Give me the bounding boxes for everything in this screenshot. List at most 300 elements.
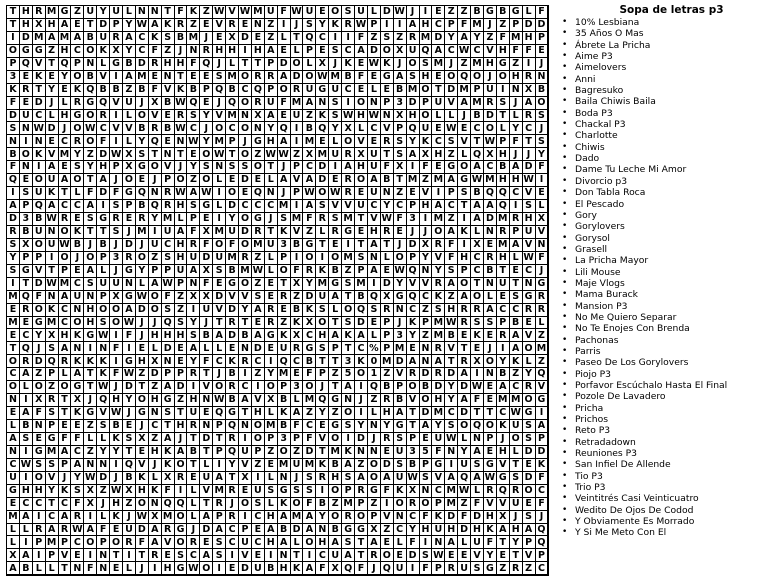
grid-cell[interactable]: G — [316, 84, 329, 97]
grid-cell[interactable]: H — [420, 524, 433, 537]
grid-cell[interactable]: C — [71, 45, 84, 58]
grid-cell[interactable]: I — [213, 213, 226, 226]
grid-cell[interactable]: T — [523, 135, 536, 148]
grid-cell[interactable]: Y — [381, 420, 394, 433]
grid-cell[interactable]: D — [278, 58, 291, 71]
grid-cell[interactable]: Y — [316, 19, 329, 32]
grid-cell[interactable]: K — [394, 485, 407, 498]
grid-cell[interactable]: O — [84, 536, 97, 549]
grid-cell[interactable]: C — [471, 265, 484, 278]
grid-cell[interactable]: X — [110, 291, 123, 304]
grid-cell[interactable]: C — [226, 536, 239, 549]
grid-cell[interactable]: B — [162, 97, 175, 110]
grid-cell[interactable]: P — [381, 342, 394, 355]
grid-cell[interactable]: N — [213, 161, 226, 174]
grid-cell[interactable]: A — [123, 32, 136, 45]
grid-cell[interactable]: T — [162, 6, 175, 19]
grid-cell[interactable]: C — [252, 355, 265, 368]
grid-cell[interactable]: G — [123, 265, 136, 278]
grid-cell[interactable]: E — [252, 32, 265, 45]
grid-cell[interactable]: C — [523, 122, 536, 135]
grid-cell[interactable]: N — [7, 394, 20, 407]
grid-cell[interactable]: T — [471, 407, 484, 420]
grid-cell[interactable]: R — [226, 485, 239, 498]
grid-cell[interactable]: T — [497, 110, 510, 123]
grid-cell[interactable]: S — [342, 278, 355, 291]
grid-cell[interactable]: S — [445, 265, 458, 278]
grid-cell[interactable]: E — [394, 226, 407, 239]
grid-cell[interactable]: N — [97, 459, 110, 472]
grid-cell[interactable]: R — [342, 148, 355, 161]
grid-cell[interactable]: J — [200, 122, 213, 135]
grid-cell[interactable]: Q — [252, 187, 265, 200]
grid-cell[interactable]: O — [342, 135, 355, 148]
grid-cell[interactable]: K — [71, 84, 84, 97]
grid-cell[interactable]: R — [523, 304, 536, 317]
grid-cell[interactable]: M — [497, 394, 510, 407]
grid-cell[interactable]: S — [368, 304, 381, 317]
grid-cell[interactable]: Z — [458, 498, 471, 511]
grid-cell[interactable]: J — [200, 317, 213, 330]
grid-cell[interactable]: R — [97, 110, 110, 123]
grid-cell[interactable]: N — [368, 446, 381, 459]
grid-cell[interactable]: W — [304, 187, 315, 199]
grid-cell[interactable]: R — [20, 355, 33, 368]
grid-cell[interactable]: T — [33, 84, 46, 97]
grid-cell[interactable]: O — [381, 549, 394, 562]
grid-cell[interactable]: E — [329, 174, 342, 187]
grid-cell[interactable]: R — [187, 420, 200, 433]
grid-cell[interactable]: D — [445, 368, 458, 381]
grid-cell[interactable]: N — [523, 278, 536, 291]
grid-cell[interactable]: M — [510, 32, 523, 45]
grid-cell[interactable]: W — [381, 213, 393, 225]
grid-cell[interactable]: V — [445, 342, 458, 355]
grid-cell[interactable]: V — [33, 58, 46, 71]
grid-cell[interactable]: J — [59, 122, 72, 135]
grid-cell[interactable]: O — [355, 511, 368, 524]
grid-cell[interactable]: M — [136, 226, 149, 239]
grid-cell[interactable]: I — [7, 187, 20, 200]
grid-cell[interactable]: N — [368, 97, 381, 110]
grid-cell[interactable]: Y — [381, 200, 394, 213]
grid-cell[interactable]: A — [536, 420, 549, 433]
grid-cell[interactable]: M — [239, 265, 252, 278]
grid-cell[interactable]: T — [316, 355, 329, 368]
grid-cell[interactable]: I — [84, 511, 97, 524]
grid-cell[interactable]: P — [162, 368, 175, 381]
grid-cell[interactable]: U — [239, 446, 252, 459]
grid-cell[interactable]: A — [123, 71, 136, 84]
grid-cell[interactable]: A — [458, 368, 471, 381]
grid-cell[interactable]: Z — [381, 368, 394, 381]
grid-cell[interactable]: K — [278, 226, 291, 239]
grid-cell[interactable]: N — [536, 71, 549, 84]
grid-cell[interactable]: I — [342, 239, 355, 252]
grid-cell[interactable]: B — [381, 174, 394, 187]
grid-cell[interactable]: H — [355, 161, 368, 174]
grid-cell[interactable]: B — [20, 226, 33, 239]
grid-cell[interactable]: L — [7, 536, 20, 549]
grid-cell[interactable]: P — [213, 446, 226, 459]
grid-cell[interactable]: C — [252, 511, 265, 524]
grid-cell[interactable]: U — [200, 472, 213, 485]
grid-cell[interactable]: V — [239, 291, 252, 304]
grid-cell[interactable]: A — [303, 562, 316, 575]
grid-cell[interactable]: P — [59, 265, 72, 278]
grid-cell[interactable]: L — [394, 536, 407, 549]
grid-cell[interactable]: T — [226, 472, 239, 485]
grid-cell[interactable]: A — [394, 407, 407, 420]
grid-cell[interactable]: E — [110, 524, 123, 537]
grid-cell[interactable]: A — [20, 549, 33, 562]
grid-cell[interactable]: Z — [291, 446, 304, 459]
grid-cell[interactable]: W — [201, 187, 212, 199]
grid-cell[interactable]: N — [316, 524, 329, 537]
grid-cell[interactable]: K — [291, 562, 304, 575]
grid-cell[interactable]: R — [381, 226, 394, 239]
grid-cell[interactable]: Q — [213, 84, 226, 97]
grid-cell[interactable]: M — [432, 58, 445, 71]
grid-cell[interactable]: N — [123, 278, 136, 291]
grid-cell[interactable]: H — [355, 110, 368, 123]
grid-cell[interactable]: Q — [200, 58, 213, 71]
grid-cell[interactable]: W — [445, 316, 457, 328]
grid-cell[interactable]: H — [226, 45, 239, 58]
grid-cell[interactable]: C — [432, 485, 445, 498]
grid-cell[interactable]: T — [200, 498, 213, 511]
grid-cell[interactable]: S — [7, 239, 20, 252]
grid-cell[interactable]: V — [497, 498, 510, 511]
grid-cell[interactable]: R — [432, 278, 445, 291]
grid-cell[interactable]: Q — [226, 446, 239, 459]
grid-cell[interactable]: A — [84, 265, 97, 278]
grid-cell[interactable]: J — [84, 394, 97, 407]
grid-cell[interactable]: O — [329, 433, 342, 446]
grid-cell[interactable]: B — [226, 368, 239, 381]
grid-cell[interactable]: S — [84, 213, 97, 226]
grid-cell[interactable]: E — [149, 71, 162, 84]
grid-cell[interactable]: L — [368, 84, 381, 97]
grid-cell[interactable]: N — [536, 239, 549, 252]
grid-cell[interactable]: U — [20, 110, 33, 123]
grid-cell[interactable]: G — [123, 291, 136, 304]
grid-cell[interactable]: U — [187, 407, 200, 420]
grid-cell[interactable]: Y — [445, 394, 458, 407]
grid-cell[interactable]: X — [394, 45, 407, 58]
grid-cell[interactable]: T — [187, 433, 200, 446]
grid-cell[interactable]: N — [252, 19, 265, 32]
grid-cell[interactable]: U — [33, 226, 46, 239]
grid-cell[interactable]: I — [110, 355, 123, 368]
grid-cell[interactable]: Z — [252, 368, 265, 381]
grid-cell[interactable]: D — [239, 562, 252, 575]
grid-cell[interactable]: B — [97, 84, 110, 97]
grid-cell[interactable]: R — [381, 394, 394, 407]
grid-cell[interactable]: D — [420, 407, 433, 420]
grid-cell[interactable]: P — [458, 265, 471, 278]
grid-cell[interactable]: D — [407, 97, 420, 110]
grid-cell[interactable]: V — [46, 472, 59, 485]
grid-cell[interactable]: R — [407, 498, 420, 511]
grid-cell[interactable]: L — [175, 213, 188, 226]
grid-cell[interactable]: Z — [252, 459, 265, 472]
grid-cell[interactable]: U — [510, 420, 523, 433]
grid-cell[interactable]: V — [497, 459, 510, 472]
grid-cell[interactable]: P — [97, 252, 110, 265]
grid-cell[interactable]: J — [149, 317, 162, 330]
grid-cell[interactable]: W — [123, 368, 135, 380]
grid-cell[interactable]: J — [458, 110, 471, 123]
grid-cell[interactable]: V — [136, 459, 149, 472]
grid-cell[interactable]: S — [252, 291, 265, 304]
grid-cell[interactable]: D — [407, 549, 420, 562]
grid-cell[interactable]: R — [252, 97, 265, 110]
grid-cell[interactable]: C — [303, 161, 316, 174]
grid-cell[interactable]: R — [432, 368, 445, 381]
grid-cell[interactable]: F — [536, 498, 549, 511]
grid-cell[interactable]: Y — [123, 19, 136, 32]
grid-cell[interactable]: X — [71, 394, 84, 407]
grid-cell[interactable]: O — [523, 342, 536, 355]
grid-cell[interactable]: O — [33, 472, 46, 485]
grid-cell[interactable]: A — [484, 200, 497, 213]
grid-cell[interactable]: G — [175, 524, 188, 537]
grid-cell[interactable]: C — [97, 122, 110, 135]
grid-cell[interactable]: Z — [303, 407, 316, 420]
grid-cell[interactable]: N — [175, 135, 188, 148]
grid-cell[interactable]: V — [33, 265, 46, 278]
grid-cell[interactable]: R — [484, 252, 497, 265]
grid-cell[interactable]: R — [381, 433, 394, 446]
grid-cell[interactable]: D — [136, 58, 149, 71]
grid-cell[interactable]: J — [97, 498, 110, 511]
grid-cell[interactable]: H — [484, 511, 497, 524]
grid-cell[interactable]: A — [20, 368, 33, 381]
grid-cell[interactable]: E — [523, 498, 536, 511]
grid-cell[interactable]: N — [84, 459, 97, 472]
grid-cell[interactable]: S — [97, 317, 110, 330]
grid-cell[interactable]: S — [123, 433, 136, 446]
grid-cell[interactable]: X — [497, 511, 510, 524]
grid-cell[interactable]: Z — [84, 420, 97, 433]
grid-cell[interactable]: N — [187, 278, 200, 291]
grid-cell[interactable]: C — [471, 122, 484, 135]
grid-cell[interactable]: E — [200, 19, 213, 32]
grid-cell[interactable]: L — [368, 407, 381, 420]
grid-cell[interactable]: Y — [458, 446, 471, 459]
grid-cell[interactable]: O — [239, 239, 252, 252]
grid-cell[interactable]: D — [200, 252, 213, 265]
grid-cell[interactable]: P — [355, 265, 368, 278]
grid-cell[interactable]: C — [407, 511, 420, 524]
grid-cell[interactable]: R — [291, 84, 304, 97]
grid-cell[interactable]: I — [20, 135, 33, 148]
grid-cell[interactable]: E — [136, 174, 149, 187]
grid-cell[interactable]: H — [329, 472, 342, 485]
grid-cell[interactable]: B — [471, 110, 484, 123]
grid-cell[interactable]: K — [187, 6, 200, 19]
grid-cell[interactable]: P — [536, 32, 549, 45]
grid-cell[interactable]: R — [368, 549, 381, 562]
grid-cell[interactable]: U — [46, 174, 59, 187]
grid-cell[interactable]: E — [368, 317, 381, 330]
grid-cell[interactable]: N — [445, 446, 458, 459]
grid-cell[interactable]: F — [355, 32, 368, 45]
grid-cell[interactable]: L — [536, 200, 549, 213]
grid-cell[interactable]: W — [523, 252, 534, 264]
grid-cell[interactable]: L — [484, 291, 497, 304]
grid-cell[interactable]: H — [510, 71, 523, 84]
grid-cell[interactable]: I — [291, 122, 304, 135]
grid-cell[interactable]: F — [200, 355, 213, 368]
grid-cell[interactable]: E — [536, 187, 549, 200]
grid-cell[interactable]: J — [536, 265, 549, 278]
grid-cell[interactable]: F — [536, 6, 549, 19]
grid-cell[interactable]: U — [432, 433, 445, 446]
grid-cell[interactable]: Q — [226, 420, 239, 433]
grid-cell[interactable]: S — [46, 342, 59, 355]
grid-cell[interactable]: A — [278, 174, 291, 187]
grid-cell[interactable]: O — [329, 511, 342, 524]
grid-cell[interactable]: P — [59, 536, 72, 549]
grid-cell[interactable]: G — [497, 58, 510, 71]
grid-cell[interactable]: T — [213, 317, 226, 330]
grid-cell[interactable]: R — [432, 239, 445, 252]
grid-cell[interactable]: F — [303, 433, 316, 446]
grid-cell[interactable]: J — [394, 239, 407, 252]
grid-cell[interactable]: T — [59, 562, 72, 575]
grid-cell[interactable]: S — [329, 110, 342, 123]
grid-cell[interactable]: L — [123, 6, 136, 19]
grid-cell[interactable]: Z — [84, 446, 97, 459]
grid-cell[interactable]: M — [291, 511, 304, 524]
grid-cell[interactable]: 3 — [291, 381, 304, 394]
grid-cell[interactable]: D — [33, 355, 46, 368]
grid-cell[interactable]: D — [381, 278, 394, 291]
grid-cell[interactable]: O — [368, 472, 381, 485]
grid-cell[interactable]: H — [84, 304, 97, 317]
grid-cell[interactable]: S — [420, 58, 433, 71]
grid-cell[interactable]: G — [484, 459, 497, 472]
grid-cell[interactable]: H — [368, 226, 381, 239]
grid-cell[interactable]: I — [239, 45, 252, 58]
grid-cell[interactable]: Z — [252, 278, 265, 291]
grid-cell[interactable]: B — [536, 84, 549, 97]
grid-cell[interactable]: J — [46, 97, 59, 110]
grid-cell[interactable]: E — [213, 278, 226, 291]
grid-cell[interactable]: W — [355, 19, 367, 31]
grid-cell[interactable]: L — [523, 6, 536, 19]
grid-cell[interactable]: S — [316, 304, 329, 317]
grid-cell[interactable]: B — [420, 381, 433, 394]
grid-cell[interactable]: O — [71, 71, 84, 84]
grid-cell[interactable]: U — [265, 6, 278, 19]
grid-cell[interactable]: W — [433, 549, 444, 561]
grid-cell[interactable]: L — [46, 562, 59, 575]
grid-cell[interactable]: I — [291, 200, 304, 213]
grid-cell[interactable]: G — [59, 6, 72, 19]
grid-cell[interactable]: W — [394, 6, 405, 18]
grid-cell[interactable]: E — [110, 562, 123, 575]
grid-cell[interactable]: G — [33, 45, 46, 58]
grid-cell[interactable]: P — [536, 549, 549, 562]
grid-cell[interactable]: H — [149, 329, 162, 342]
grid-cell[interactable]: S — [407, 71, 420, 84]
grid-cell[interactable]: X — [471, 239, 484, 252]
grid-cell[interactable]: D — [33, 97, 46, 110]
grid-cell[interactable]: O — [291, 498, 304, 511]
grid-cell[interactable]: W — [407, 471, 418, 483]
grid-cell[interactable]: Z — [523, 562, 536, 575]
grid-cell[interactable]: Q — [471, 148, 484, 161]
grid-cell[interactable]: X — [536, 213, 549, 226]
grid-cell[interactable]: G — [110, 58, 123, 71]
grid-cell[interactable]: S — [265, 485, 278, 498]
grid-cell[interactable]: X — [265, 394, 278, 407]
grid-cell[interactable]: 3 — [7, 71, 20, 84]
grid-cell[interactable]: X — [33, 394, 46, 407]
grid-cell[interactable]: O — [33, 174, 46, 187]
grid-cell[interactable]: J — [510, 511, 523, 524]
grid-cell[interactable]: U — [187, 252, 200, 265]
grid-cell[interactable]: P — [33, 536, 46, 549]
grid-cell[interactable]: H — [175, 420, 188, 433]
grid-cell[interactable]: Q — [162, 498, 175, 511]
grid-cell[interactable]: E — [59, 84, 72, 97]
grid-cell[interactable]: O — [7, 45, 20, 58]
grid-cell[interactable]: E — [162, 110, 175, 123]
grid-cell[interactable]: S — [110, 226, 123, 239]
grid-cell[interactable]: I — [123, 549, 136, 562]
grid-cell[interactable]: C — [239, 84, 252, 97]
grid-cell[interactable]: K — [432, 511, 445, 524]
grid-cell[interactable]: N — [432, 536, 445, 549]
grid-cell[interactable]: Q — [252, 84, 265, 97]
grid-cell[interactable]: N — [71, 562, 84, 575]
grid-cell[interactable]: C — [471, 45, 484, 58]
grid-cell[interactable]: U — [110, 278, 123, 291]
grid-cell[interactable]: I — [20, 472, 33, 485]
grid-cell[interactable]: P — [497, 317, 510, 330]
grid-cell[interactable]: M — [381, 355, 394, 368]
grid-cell[interactable]: I — [445, 459, 458, 472]
grid-cell[interactable]: F — [303, 498, 316, 511]
grid-cell[interactable]: Q — [458, 472, 471, 485]
grid-cell[interactable]: O — [458, 420, 471, 433]
grid-cell[interactable]: J — [497, 433, 510, 446]
grid-cell[interactable]: I — [97, 200, 110, 213]
grid-cell[interactable]: Q — [342, 562, 355, 575]
grid-cell[interactable]: F — [278, 6, 291, 19]
grid-cell[interactable]: H — [432, 148, 445, 161]
grid-cell[interactable]: D — [200, 433, 213, 446]
grid-cell[interactable]: O — [407, 381, 420, 394]
grid-cell[interactable]: W — [317, 70, 328, 82]
grid-cell[interactable]: E — [200, 536, 213, 549]
grid-cell[interactable]: H — [471, 524, 484, 537]
grid-cell[interactable]: H — [46, 19, 59, 32]
grid-cell[interactable]: P — [46, 368, 59, 381]
grid-cell[interactable]: R — [342, 511, 355, 524]
grid-cell[interactable]: A — [432, 355, 445, 368]
grid-cell[interactable]: W — [445, 122, 457, 134]
grid-cell[interactable]: A — [510, 342, 523, 355]
grid-cell[interactable]: G — [200, 200, 213, 213]
grid-cell[interactable]: O — [239, 122, 252, 135]
grid-cell[interactable]: S — [175, 317, 188, 330]
grid-cell[interactable]: E — [162, 135, 175, 148]
